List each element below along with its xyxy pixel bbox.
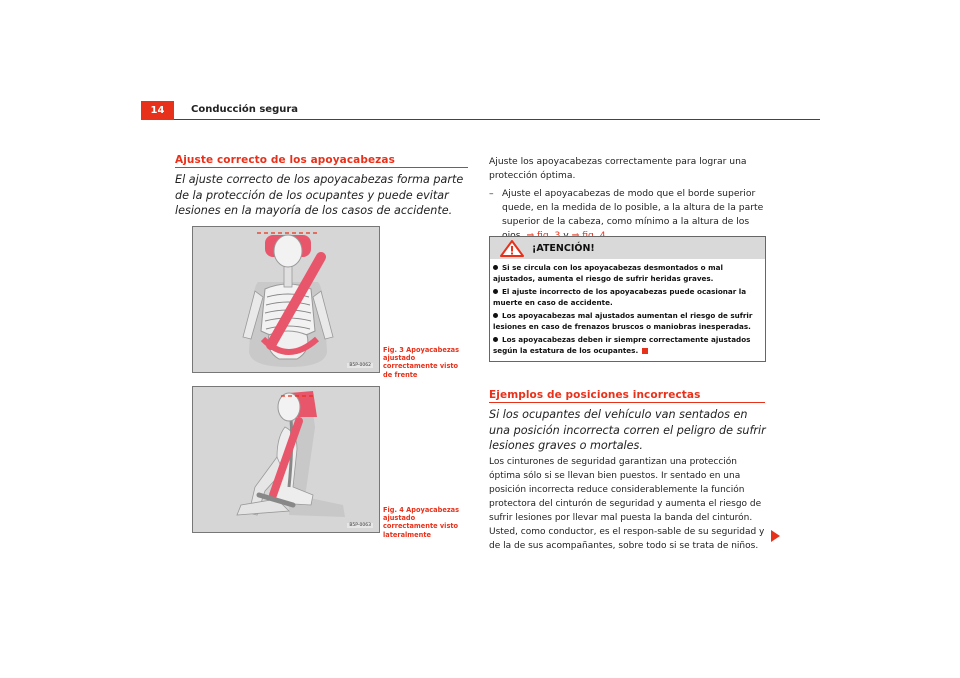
section-heading-2: Ejemplos de posiciones incorrectas	[489, 389, 701, 401]
continue-arrow-icon[interactable]	[771, 530, 780, 542]
warning-triangle-icon	[500, 240, 524, 257]
heading-rule-2	[489, 402, 765, 403]
figure-3-headrest-front	[192, 226, 380, 373]
figure-4-caption: Fig. 4 Apoyacabezas ajustado correctamente visto lateralmente	[383, 506, 460, 539]
warning-item: Los apoyacabezas mal ajustados aumentan el riesgo de sufrir lesiones en caso de frenazos bruscos o maniobras inesperadas.	[493, 311, 753, 331]
bullet-icon	[493, 337, 498, 342]
bullet-icon	[493, 313, 498, 318]
intro-paragraph: Ajuste los apoyacabezas correctamente para lograr una protección óptima.	[489, 156, 747, 181]
page-number: 14	[141, 101, 174, 120]
step-instruction	[502, 187, 766, 243]
step-dash: –	[489, 188, 494, 199]
bullet-icon	[493, 289, 498, 294]
lead-paragraph-2: Si los ocupantes del vehículo van sentados en una posición incorrecta corren el peligro de sufrir lesiones graves o mortales.	[489, 408, 766, 452]
warning-title: ¡ATENCIÓN!	[532, 243, 595, 254]
figure-code: B5P-0062	[349, 363, 371, 368]
warning-item: El ajuste incorrecto de los apoyacabezas puede ocasionar la muerte en caso de accidente.	[493, 287, 747, 307]
step-text: Ajuste el apoyacabezas de modo que el borde superior quede, en la medida de lo posible, a la altura de la parte superior de la cabeza, como mínimo a la altura de los	[502, 188, 764, 227]
lead-paragraph: El ajuste correcto de los apoyacabezas forma parte de la protección de los ocupantes y puede evitar lesiones en la mayoría de los casos de accidente.	[175, 173, 464, 217]
section-heading: Ajuste correcto de los apoyacabezas	[175, 154, 395, 166]
figure-code: B5P-0063	[349, 523, 371, 528]
bullet-icon	[493, 265, 498, 270]
end-marker-icon	[642, 348, 648, 354]
headrest-front-illustration	[193, 227, 379, 372]
warning-header	[490, 237, 765, 259]
warning-item: Los apoyacabezas deben ir siempre correctamente ajustados según la estatura de los ocupantes.	[493, 335, 751, 355]
warning-item: Si se circula con los apoyacabezas desmontados o mal ajustados, aumenta el riesgo de sufrir heridas graves.	[493, 263, 723, 283]
body-paragraph-2: Los cinturones de seguridad garantizan una protección óptima sólo si se llevan bien puestos. Ir sentado en una posición incorrecta reduce considerablemente la función protectora del cinturón de seguridad y aumenta el riesgo de sufrir lesiones por llevar mal puesta la banda del cinturón. Usted, como conductor, es el respon-sable de su seguridad y de la de sus acompañantes, sobre todo si se trata de niños.	[489, 457, 765, 551]
headrest-side-illustration	[193, 387, 379, 532]
figure-3-caption: Fig. 3 Apoyacabezas ajustado correctamente visto de frente	[383, 346, 460, 379]
header-rule	[174, 119, 820, 120]
heading-rule	[175, 167, 468, 168]
figure-4-headrest-side	[192, 386, 380, 533]
warning-box	[489, 236, 766, 362]
section-title: Conducción segura	[191, 104, 299, 115]
